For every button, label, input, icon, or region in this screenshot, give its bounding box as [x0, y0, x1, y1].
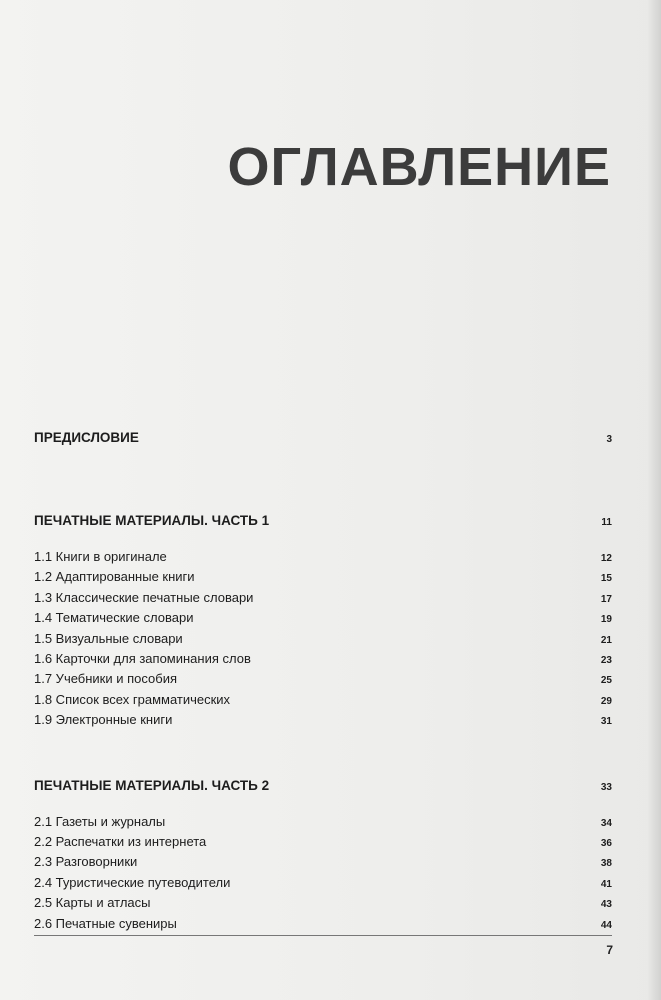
section-page: 3: [606, 434, 612, 445]
entry-page: 29: [600, 695, 612, 707]
toc-entry: [34, 894, 612, 914]
toc-entry: [34, 548, 612, 568]
section-title: ПЕЧАТНЫЕ МАТЕРИАЛЫ. ЧАСТЬ 1: [34, 513, 270, 528]
entry-page: 19: [600, 614, 612, 626]
toc-entry: [34, 670, 612, 690]
entry-page: 34: [600, 817, 612, 829]
section-page: 33: [600, 781, 612, 793]
toc-entry: [34, 833, 612, 853]
entry-label: 1.6 Карточки для запоминания слов: [34, 651, 251, 667]
page-number: 7: [606, 943, 613, 957]
table-of-contents: [34, 430, 612, 935]
entry-page: 43: [600, 899, 612, 911]
entry-label: 1.3 Классические печатные словари: [34, 589, 254, 605]
entry-page: 21: [600, 634, 612, 646]
toc-section-heading: [34, 430, 612, 445]
entry-label: 2.2 Распечатки из интернета: [34, 834, 207, 850]
entry-label: 2.6 Печатные сувениры: [34, 915, 177, 931]
toc-section-heading: [34, 513, 612, 528]
entry-label: 2.5 Карты и атласы: [34, 895, 151, 911]
entry-label: 2.3 Разговорники: [34, 854, 138, 870]
page-edge-shadow: [647, 0, 661, 1000]
entry-page: 12: [600, 553, 612, 564]
entry-label: 1.7 Учебники и пособия: [34, 671, 178, 687]
entry-page: 23: [600, 655, 612, 667]
entry-page: 31: [600, 716, 612, 728]
entry-page: 15: [600, 573, 612, 585]
entry-label: 1.5 Визуальные словари: [34, 630, 183, 646]
entry-label: 1.4 Тематические словари: [34, 610, 194, 626]
entry-page: 41: [600, 878, 612, 890]
entry-page: 17: [600, 593, 612, 605]
entry-page: 36: [600, 838, 612, 850]
footer-rule: [34, 935, 612, 936]
entry-label: 2.1 Газеты и журналы: [34, 813, 166, 829]
page-title: ОГЛАВЛЕНИЕ: [227, 137, 611, 197]
toc-entry: [34, 915, 612, 935]
toc-entry: [34, 568, 612, 588]
entry-label: 1.2 Адаптированные книги: [34, 569, 195, 585]
section-title: ПРЕДИСЛОВИЕ: [34, 430, 139, 445]
entry-page: 38: [600, 858, 612, 870]
toc-entry: [34, 609, 612, 629]
entry-label: 1.1 Книги в оригинале: [34, 549, 167, 564]
toc-entry: [34, 650, 612, 670]
toc-entry: [34, 589, 612, 609]
entry-label: 1.8 Список всех грамматических: [34, 691, 231, 707]
toc-section-heading: [34, 778, 612, 793]
toc-entry: [34, 691, 612, 711]
section-page: 11: [601, 517, 612, 528]
toc-entry: [34, 813, 612, 833]
entry-label: 2.4 Туристические путеводители: [34, 874, 231, 890]
entry-label: 1.9 Электронные книги: [34, 712, 173, 728]
toc-entry: [34, 874, 612, 894]
toc-entry: [34, 630, 612, 650]
entry-page: 44: [600, 919, 612, 931]
toc-entry: [34, 853, 612, 873]
section-title: ПЕЧАТНЫЕ МАТЕРИАЛЫ. ЧАСТЬ 2: [34, 777, 270, 793]
toc-entry: [34, 711, 612, 731]
entry-page: 25: [600, 675, 612, 687]
